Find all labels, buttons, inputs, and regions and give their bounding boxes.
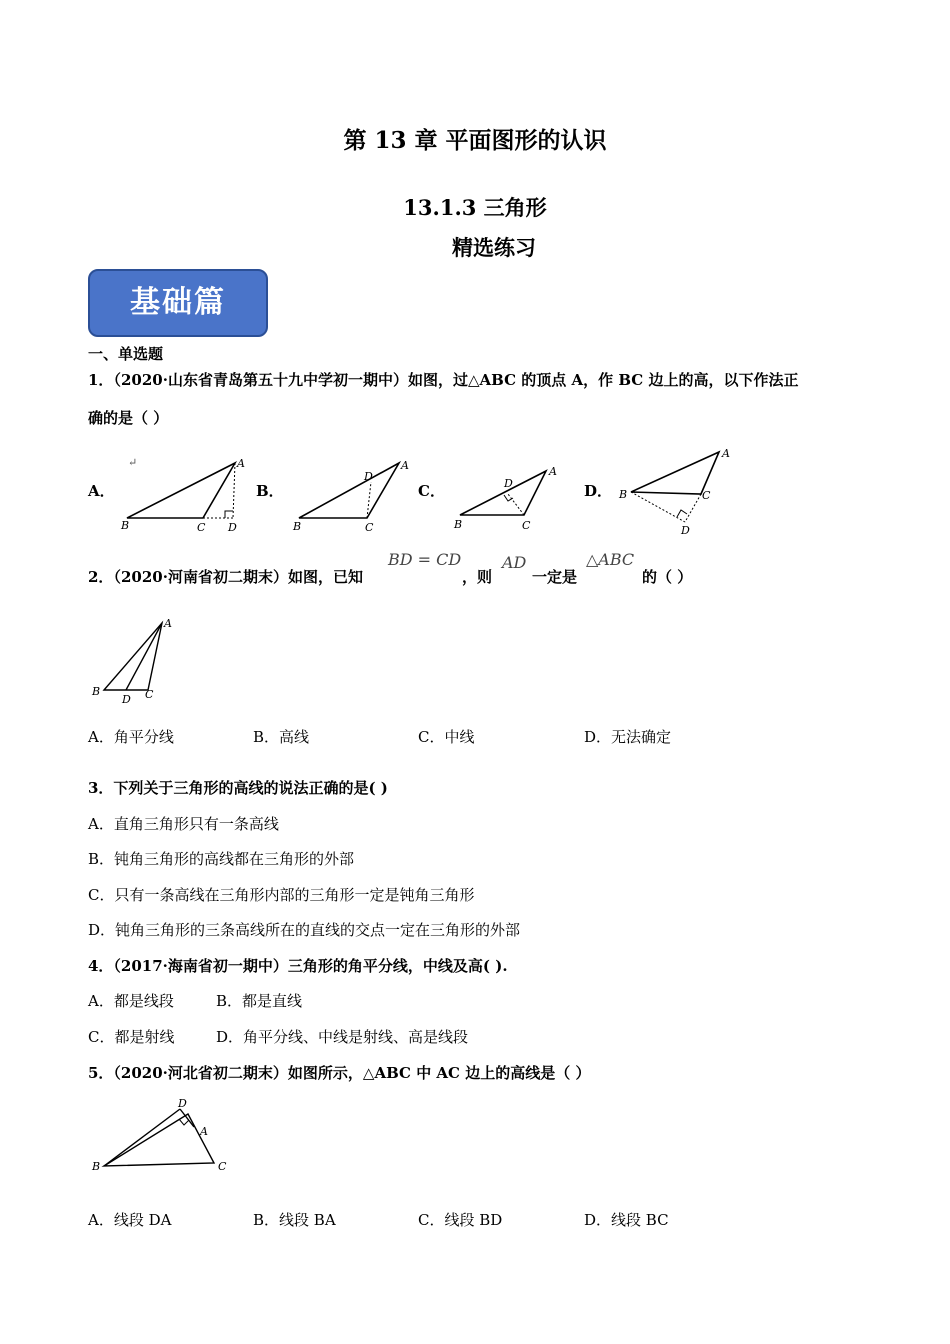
label-c: C xyxy=(145,688,154,701)
q5-figure xyxy=(88,1095,238,1177)
q1-option-a-label: A． xyxy=(88,482,115,500)
q4-option-d: D．角平分线、中线是射线、高是线段 xyxy=(216,1028,469,1046)
label-c: C xyxy=(197,521,206,534)
q3-option-b: B．钝角三角形的高线都在三角形的外部 xyxy=(88,850,355,868)
q5-stem: 5．（2020·河北省初二期末）如图所示，△ABC 中 AC 边上的高线是（ ） xyxy=(88,1064,591,1082)
label-b: B xyxy=(619,488,628,501)
label-c: C xyxy=(218,1160,227,1173)
label-a: A xyxy=(237,457,245,470)
q3-stem: 3．下列关于三角形的高线的说法正确的是( ) xyxy=(88,779,388,797)
q5-option-d: D．线段 BC xyxy=(584,1211,669,1229)
q1-option-b-label: B． xyxy=(256,482,284,500)
label-d: D xyxy=(228,521,237,534)
label-d: D xyxy=(504,477,513,490)
q5-option-b: B．线段 BA xyxy=(253,1211,336,1229)
q1-option-c-label: C． xyxy=(418,482,445,500)
q1-figure-a xyxy=(115,455,255,537)
q2-math-bd-cd: BD = CD xyxy=(388,550,462,569)
subtitle: 精选练习 xyxy=(452,235,536,260)
q1-number: 1． xyxy=(88,371,114,389)
q1-stem-line2: 确的是（ ） xyxy=(88,409,169,427)
q2-figure xyxy=(88,615,188,707)
label-b: B xyxy=(92,1160,101,1173)
label-c: C xyxy=(365,521,374,534)
q2-option-a: A．角平分线 xyxy=(88,728,174,746)
q2-stem-part1: （2020·河南省初二期末）如图，已知 xyxy=(106,568,363,586)
q2-option-b: B．高线 xyxy=(253,728,310,746)
q4-option-a: A．都是线段 xyxy=(88,992,174,1010)
q2-stem-part4: 的（ ） xyxy=(642,568,693,586)
q2-number: 2． xyxy=(88,568,114,586)
q1-figure-b xyxy=(287,455,417,537)
label-a: A xyxy=(722,447,730,460)
q4-option-c: C．都是射线 xyxy=(88,1028,175,1046)
q4-stem: 4．（2017·海南省初一期中）三角形的角平分线，中线及高( ). xyxy=(88,957,508,975)
label-b: B xyxy=(454,518,463,531)
label-a: A xyxy=(164,617,172,630)
return-mark: ↵ xyxy=(128,456,138,469)
q1-figure-d xyxy=(615,444,740,539)
q1-figure-c xyxy=(448,455,578,537)
label-d: D xyxy=(122,693,131,706)
q3-option-a: A．直角三角形只有一条高线 xyxy=(88,815,279,833)
label-c: C xyxy=(522,519,531,532)
label-d: D xyxy=(364,470,373,483)
section-title: 13.1.3 三角形 xyxy=(403,195,547,220)
label-b: B xyxy=(293,520,302,533)
label-b: B xyxy=(121,519,130,532)
q2-math-ad: AD xyxy=(502,553,527,572)
section-heading: 一、单选题 xyxy=(88,345,164,363)
q2-option-c: C．中线 xyxy=(418,728,475,746)
q2-math-triangle: △ABC xyxy=(586,550,635,569)
label-d: D xyxy=(681,524,690,537)
q4-option-b: B．都是直线 xyxy=(216,992,303,1010)
banner-basic: 基础篇 xyxy=(88,269,268,337)
label-a: A xyxy=(200,1125,208,1138)
q2-stem-part3: 一定是 xyxy=(532,568,578,586)
q2-stem-part2: ，则 xyxy=(462,568,493,586)
chapter-title: 第 13 章 平面图形的认识 xyxy=(343,127,607,154)
q1-stem-line1: （2020·山东省青岛第五十九中学初一期中）如图，过△ABC 的顶点 A，作 BC 边上的高，以下作法正 xyxy=(106,371,799,389)
label-b: B xyxy=(92,685,101,698)
q3-option-d: D．钝角三角形的三条高线所在的直线的交点一定在三角形的外部 xyxy=(88,921,521,939)
q5-option-c: C．线段 BD xyxy=(418,1211,503,1229)
label-d: D xyxy=(178,1097,187,1110)
q1-option-d-label: D． xyxy=(584,482,613,500)
q2-option-d: D．无法确定 xyxy=(584,728,672,746)
label-a: A xyxy=(401,459,409,472)
q5-option-a: A．线段 DA xyxy=(88,1211,172,1229)
label-c: C xyxy=(702,489,711,502)
label-a: A xyxy=(549,465,557,478)
q3-option-c: C．只有一条高线在三角形内部的三角形一定是钝角三角形 xyxy=(88,886,475,904)
